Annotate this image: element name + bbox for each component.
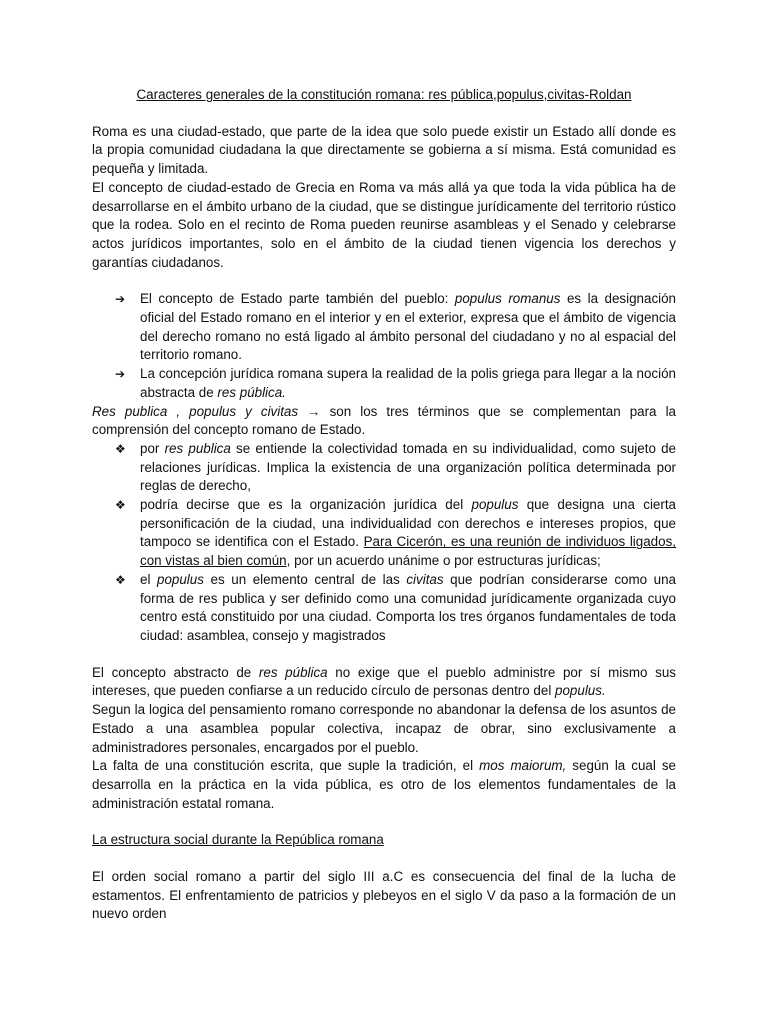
spacer <box>92 272 676 290</box>
paragraph-emphasis: res pública <box>258 664 328 680</box>
arrow-bullet-icon: ➔ <box>115 292 126 307</box>
paragraph-text: según la cual se desarrolla en la práctica en la vida pública, es otro de los elementos fundamentales de la administración estatal romana. <box>92 758 676 811</box>
paragraph-text: no exige que el pueblo administre por sí mismo sus intereses, que pueden confiarse a un reducido círculo de personas dentro del <box>92 664 677 699</box>
list-item-text: se entiende la colectividad tomada en su individualidad, como sujeto de relaciones jurídicas. Implica la existencia de una organización política determinada por reglas de derecho, <box>140 440 676 494</box>
spacer <box>92 646 676 664</box>
list-item-emphasis: res pública. <box>217 384 286 400</box>
diamond-bullet-list <box>92 440 676 646</box>
diamond-bullet-icon: ❖ <box>115 441 126 456</box>
list-item <box>115 496 676 571</box>
terms-emphasis: Res publica , populus y civitas <box>92 403 299 419</box>
list-item-emphasis: populus <box>471 497 519 513</box>
list-item-emphasis: res publica <box>164 440 231 456</box>
list-item-text: es un elemento central de las <box>203 571 407 587</box>
list-item <box>115 571 677 646</box>
paragraph-4: Segun la logica del pensamiento romano corresponde no abandonar la defensa de los asuntos de Estado a una asamblea popular colectiva, incapaz de obrar, sino exclusivamente a administradores personales, encargados por el pueblo. <box>92 702 676 755</box>
spacer <box>92 813 676 831</box>
list-item-text: el <box>140 571 158 587</box>
document-title: Caracteres generales de la constitución romana: res pública,populus,civitas-Roldan <box>136 87 632 102</box>
list-item-text: es la designación oficial del Estado romano en el interior y en el exterior, expresa que el ámbito de vigencia del derecho romano no está ligado al ámbito personal del ciudadano y no al espacial del territorio romano. <box>140 291 677 363</box>
list-item-text: podría decirse que es la organización jurídica del <box>140 497 472 513</box>
paragraph-6: El orden social romano a partir del siglo III a.C es consecuencia del final de la lucha de estamentos. El enfrentamiento de patricios y plebeyos en el siglo V da paso a la formación de un nuevo orden <box>92 869 676 922</box>
arrow-bullet-list <box>92 290 676 402</box>
list-item-emphasis: civitas <box>406 571 444 587</box>
list-item-text: por <box>140 440 165 456</box>
diamond-bullet-icon: ❖ <box>115 498 126 513</box>
list-item-text: que designa una cierta personificación de la ciudad, una individualidad con derechos e intereses propios, que tampoco se identifica con el Estado. <box>140 497 676 550</box>
underlined-quote: Para Cicerón, es una reunión de individuos ligados, con vistas al bien común <box>140 534 676 569</box>
paragraph-emphasis: mos maiorum, <box>479 758 567 774</box>
list-item-text: que podrían considerarse como una forma de res publica y ser definido como una comunidad jurídicamente organizada cuyo centro está constituido por una ciudad. Comporta los tres órganos fundamentales de toda ciudad: asamblea, consejo y magistrados <box>140 571 677 643</box>
spacer <box>92 850 676 868</box>
list-item <box>115 440 676 496</box>
list-item-emphasis: populus <box>157 571 204 587</box>
terms-paragraph <box>92 403 676 440</box>
list-item-emphasis: populus romanus <box>454 291 561 307</box>
list-item-text: , por un acuerdo unánime o por estructuras jurídicas; <box>286 553 601 569</box>
list-item-text: El concepto de Estado parte también del pueblo: <box>140 291 455 307</box>
paragraph-text: La falta de una constitución escrita, que suple la tradición, el <box>92 758 480 774</box>
terms-text: → son los tres términos que se complementan para la comprensión del concepto romano de Estado. <box>92 403 676 438</box>
paragraph-1: Roma es una ciudad-estado, que parte de la idea que solo puede existir un Estado allí donde es la propia comunidad ciudadana la que directamente se gobierna a sí misma. Está comunidad es pequeña y limitada. <box>92 123 676 177</box>
list-item-text: La concepción jurídica romana supera la realidad de la polis griega para llegar a la noción abstracta de <box>140 366 676 400</box>
diamond-bullet-icon: ❖ <box>115 572 126 587</box>
paragraph-text: El concepto abstracto de <box>92 664 259 680</box>
paragraph-emphasis: populus. <box>555 683 606 699</box>
paragraph-5 <box>92 757 676 813</box>
arrow-bullet-icon: ➔ <box>115 367 126 382</box>
list-item <box>115 365 676 402</box>
paragraph-3 <box>92 664 676 701</box>
paragraph-2: El concepto de ciudad-estado de Grecia en Roma va más allá ya que toda la vida pública ha de desarrollarse en el ámbito urbano de la ciudad, que se distingue jurídicamente del territorio rústico que la rodea. Solo en el recinto de Roma pueden reunirse asambleas y el Senado y celebrarse actos jurídicos importantes, solo en el ámbito de la ciudad tienen vigencia los derechos y garantías ciudadanos. <box>92 179 676 270</box>
list-item <box>115 290 677 365</box>
section-heading: La estructura social durante la República romana <box>92 832 384 848</box>
